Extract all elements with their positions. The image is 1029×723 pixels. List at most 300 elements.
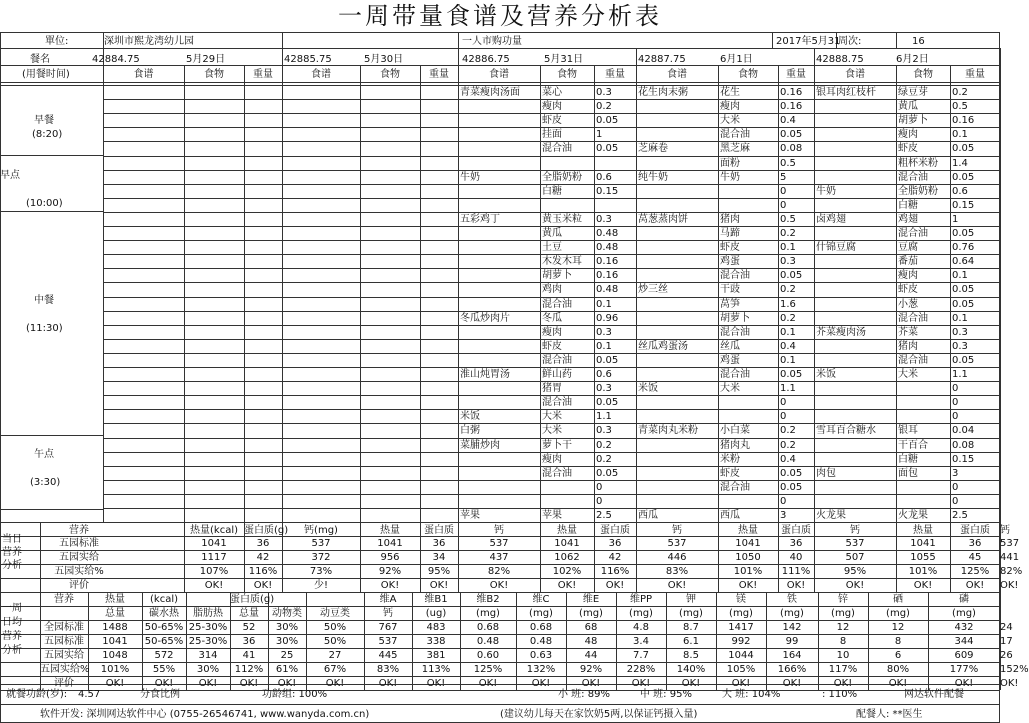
menu-dish-cell: 牛奶 xyxy=(460,172,480,183)
weekly-value: 4.8 xyxy=(633,622,649,633)
analysis-value: 111% xyxy=(781,566,811,577)
week-label: 周次: xyxy=(838,36,862,47)
weekly-value: 125% xyxy=(473,664,503,675)
grid-v-line xyxy=(896,65,897,522)
analysis-value: 1117 xyxy=(201,552,227,563)
column-header-dish: 食谱 xyxy=(489,69,509,80)
menu-dish-cell: 五彩鸡丁 xyxy=(460,214,500,225)
weekly-value: OK! xyxy=(888,678,908,689)
column-header-qty: 重量 xyxy=(605,69,625,80)
column-header-dish: 食谱 xyxy=(133,69,154,80)
menu-food-cell: 混合油 xyxy=(720,270,750,281)
menu-qty-cell: 1.1 xyxy=(952,369,968,380)
weekly-side-2: 日均 xyxy=(2,617,22,628)
menu-food-cell: 白糖 xyxy=(542,186,562,197)
weekly-subheader: (mg) xyxy=(629,608,653,619)
grid-h-line xyxy=(0,32,1000,33)
grid-v-line xyxy=(540,65,541,522)
weekly-value: 132% xyxy=(526,664,556,675)
analysis-value: 1041 xyxy=(735,538,761,549)
column-header-food: 食物 xyxy=(557,69,577,80)
weekly-header: 维B2 xyxy=(476,594,500,605)
footer-brand: 网达软件配餐 xyxy=(904,689,964,700)
analysis-value: 42 xyxy=(608,552,622,563)
weekly-value: 99 xyxy=(785,636,799,647)
grid-v-line xyxy=(950,65,951,522)
weekly-value: 338 xyxy=(426,636,446,647)
footer-ratio-label: 分食比例 xyxy=(140,689,180,700)
meal-breakfast-time: (8:20) xyxy=(32,129,63,140)
analysis-header: 热量 xyxy=(913,525,933,536)
menu-food-cell: 牛奶 xyxy=(720,172,740,183)
menu-food-cell: 胡萝卜 xyxy=(720,313,750,324)
meal-lunch-time: (11:30) xyxy=(26,323,63,334)
daily-side-2: 营养 xyxy=(2,547,22,558)
grid-v-line xyxy=(360,65,361,522)
menu-food-cell: 米粉 xyxy=(720,454,740,465)
menu-qty-cell: 0.16 xyxy=(780,101,803,112)
menu-food-cell: 银耳 xyxy=(898,425,918,436)
grid-v-line xyxy=(636,65,637,522)
grid-v-line xyxy=(718,65,719,522)
weekly-value: 25 xyxy=(280,650,294,661)
menu-qty-cell: 0.05 xyxy=(596,143,619,154)
menu-qty-cell: 0.15 xyxy=(952,454,975,465)
menu-food-cell: 混合油 xyxy=(542,143,572,154)
menu-dish-cell: 淮山炖胃汤 xyxy=(460,369,510,380)
weekly-row-label: 五园实给 xyxy=(44,650,84,661)
menu-qty-cell: 0.4 xyxy=(780,341,796,352)
menu-qty-cell: 0.4 xyxy=(780,454,796,465)
weekly-value: 1488 xyxy=(102,622,128,633)
weekly-value: 27 xyxy=(328,650,342,661)
analysis-value: 82% xyxy=(487,566,511,577)
footer-middle-class: 中 班: 95% xyxy=(640,689,692,700)
menu-dish-cell: 青菜瘦肉汤面 xyxy=(460,87,520,98)
menu-food-cell: 瘦肉 xyxy=(542,327,562,338)
analysis-header: 营养 xyxy=(69,525,89,536)
weekly-header: 营养 xyxy=(54,594,74,605)
weekly-subheader: 碳水热 xyxy=(149,608,179,619)
menu-dish-cell: 青菜肉丸米粉 xyxy=(638,425,698,436)
weekly-value: OK! xyxy=(277,678,297,689)
menu-qty-cell: 0.5 xyxy=(780,214,796,225)
analysis-value: OK! xyxy=(965,580,985,591)
menu-qty-cell: 0.2 xyxy=(780,228,796,239)
analysis-header: 钙 xyxy=(672,525,682,536)
menu-dish-cell: 菜脯炒肉 xyxy=(460,440,500,451)
analysis-value: 537 xyxy=(1000,538,1020,549)
day-3-serial: 42886.75 xyxy=(462,54,510,65)
menu-food-cell: 混合油 xyxy=(720,129,750,140)
menu-food-cell: 混合油 xyxy=(720,482,750,493)
meal-afternoon-snack: 午点 xyxy=(34,449,54,460)
menu-qty-cell: 0.16 xyxy=(780,87,803,98)
menu-dish-cell: 炒三丝 xyxy=(638,284,668,295)
menu-qty-cell: 0.05 xyxy=(596,355,619,366)
menu-food-cell: 黄瓜 xyxy=(542,228,562,239)
grid-v-line xyxy=(184,65,185,522)
menu-dish-cell: 白粥 xyxy=(460,425,480,436)
weekly-value: 344 xyxy=(954,636,974,647)
weekly-value: 30% xyxy=(196,664,220,675)
weekly-value: OK! xyxy=(731,678,751,689)
weekly-value: 7.7 xyxy=(633,650,649,661)
weekly-header: 维C xyxy=(532,594,550,605)
grid-v-line xyxy=(814,48,815,65)
analysis-value: 36 xyxy=(968,538,982,549)
analysis-value: 1050 xyxy=(735,552,761,563)
footer-small-class: 小 班: 89% xyxy=(558,689,610,700)
grid-v-line xyxy=(1000,48,1001,65)
meal-breakfast: 早餐 xyxy=(34,115,54,126)
weekly-value: 164 xyxy=(782,650,802,661)
weekly-header: 维E xyxy=(582,594,600,605)
analysis-value: OK! xyxy=(380,580,400,591)
menu-food-cell: 苹果 xyxy=(542,510,562,521)
grid-h-line xyxy=(103,494,1000,495)
weekly-value: 6 xyxy=(894,650,902,661)
menu-food-cell: 全脂奶粉 xyxy=(542,172,582,183)
footer-age-value: 4.57 xyxy=(78,689,101,700)
menu-qty-cell: 0.05 xyxy=(780,129,803,140)
menu-food-cell: 小葱 xyxy=(898,299,918,310)
analysis-value: 36 xyxy=(256,538,270,549)
daily-side-1: 当日 xyxy=(2,534,22,545)
weekly-value: 8 xyxy=(839,636,847,647)
weekly-value: 0.68 xyxy=(529,622,553,633)
menu-food-cell: 大米 xyxy=(898,369,918,380)
weekly-value: 36 xyxy=(242,636,256,647)
menu-food-cell: 混合油 xyxy=(720,327,750,338)
menu-qty-cell: 0.05 xyxy=(952,228,975,239)
menu-qty-cell: 0.6 xyxy=(596,172,612,183)
weekly-header: (kcal) xyxy=(150,594,178,605)
grid-v-line xyxy=(282,48,283,65)
grid-v-line xyxy=(594,65,595,522)
menu-dish-cell: 肉包 xyxy=(816,468,836,479)
menu-qty-cell: 0.1 xyxy=(780,242,796,253)
meal-time-header: (用餐时间) xyxy=(22,69,70,80)
menu-food-cell: 菜心 xyxy=(542,87,562,98)
grid-h-line xyxy=(103,480,1000,481)
grid-v-line xyxy=(778,65,779,522)
analysis-header: 热量 xyxy=(557,525,577,536)
menu-food-cell: 胡萝卜 xyxy=(898,115,928,126)
analysis-value: 1041 xyxy=(910,538,936,549)
weekly-side-4: 分析 xyxy=(2,645,22,656)
analysis-value: 537 xyxy=(489,538,509,549)
menu-food-cell: 混合油 xyxy=(898,228,928,239)
menu-qty-cell: 0.15 xyxy=(596,186,619,197)
day-2-serial: 42885.75 xyxy=(284,54,332,65)
menu-qty-cell: 0.2 xyxy=(780,284,796,295)
analysis-header: 蛋白质(g) xyxy=(244,525,289,536)
analysis-value: 1041 xyxy=(377,538,403,549)
grid-v-line xyxy=(420,65,421,522)
menu-qty-cell: 0.05 xyxy=(952,143,975,154)
menu-qty-cell: 0.4 xyxy=(780,115,796,126)
grid-v-line xyxy=(896,32,897,48)
grid-v-line xyxy=(0,684,1,722)
menu-food-cell: 混合油 xyxy=(542,397,572,408)
analysis-value: OK! xyxy=(489,580,509,591)
meal-morning-snack: 早点 xyxy=(0,170,20,181)
weekly-value: 30% xyxy=(275,622,299,633)
analysis-header: 热量 xyxy=(380,525,400,536)
menu-dish-cell: 雪耳百合糖水 xyxy=(816,425,876,436)
menu-food-cell: 粗杯米粉 xyxy=(898,158,938,169)
weekly-value: 50% xyxy=(323,622,347,633)
weekly-value: 6.1 xyxy=(683,636,699,647)
menu-food-cell: 马蹄 xyxy=(720,228,740,239)
menu-qty-cell: 0.1 xyxy=(596,341,612,352)
menu-qty-cell: 0.76 xyxy=(952,242,975,253)
weekly-value: 177% xyxy=(949,664,979,675)
weekly-value: OK! xyxy=(1000,678,1019,689)
unit-value: 深圳市熙龙湾幼儿园 xyxy=(104,36,194,47)
weekly-subheader: (mg) xyxy=(952,608,976,619)
analysis-value: OK! xyxy=(1000,580,1019,591)
column-header-food: 食物 xyxy=(380,69,400,80)
menu-food-cell: 花生 xyxy=(720,87,740,98)
menu-food-cell: 莴笋 xyxy=(720,299,740,310)
analysis-value: OK! xyxy=(667,580,687,591)
menu-qty-cell: 0.16 xyxy=(596,270,619,281)
menu-food-cell: 大米 xyxy=(720,115,740,126)
page-title: 一周带量食谱及营养分析表 xyxy=(338,2,662,30)
menu-qty-cell: 0 xyxy=(596,496,603,507)
analysis-value: 537 xyxy=(311,538,331,549)
day-4-serial: 42887.75 xyxy=(638,54,686,65)
footer-developer: 软件开发: 深圳网达软件中心 (0755-26546741, www.wanyda.com.cn) xyxy=(40,709,370,720)
weekly-value: 50-65% xyxy=(144,622,184,633)
weekly-header: 维A xyxy=(379,594,397,605)
menu-qty-cell: 0.2 xyxy=(780,313,796,324)
weekly-value: 68 xyxy=(584,622,598,633)
weekly-value: OK! xyxy=(198,678,218,689)
menu-food-cell: 猪肉 xyxy=(898,341,918,352)
weekly-header: 维B1 xyxy=(424,594,448,605)
weekly-subheader: (mg) xyxy=(780,608,804,619)
analysis-value: 507 xyxy=(845,552,865,563)
menu-food-cell: 混合油 xyxy=(542,355,572,366)
day-5-serial: 42888.75 xyxy=(816,54,864,65)
menu-food-cell: 黄玉米粒 xyxy=(542,214,582,225)
menu-qty-cell: 0.2 xyxy=(952,87,968,98)
analysis-value: 101% xyxy=(908,566,938,577)
menu-food-cell: 猪胃 xyxy=(542,383,562,394)
analysis-row-label: 五园实给 xyxy=(59,552,99,563)
analysis-value: 441 xyxy=(1000,552,1020,563)
weekly-value: 1417 xyxy=(728,622,754,633)
analysis-value: 少! xyxy=(313,580,328,591)
day-2-date: 5月30日 xyxy=(364,54,404,65)
weekly-value: 92% xyxy=(579,664,603,675)
weekly-value: OK! xyxy=(681,678,701,689)
weekly-value: OK! xyxy=(378,678,398,689)
menu-qty-cell: 0.64 xyxy=(952,256,975,267)
footer-age-label: 就餐功龄(岁): xyxy=(6,689,68,700)
weekly-row-label: 五园标准 xyxy=(44,636,84,647)
menu-dish-cell: 米饭 xyxy=(816,369,836,380)
analysis-value: 1041 xyxy=(201,538,227,549)
weekly-value: 50% xyxy=(323,636,347,647)
weekly-subheader: (mg) xyxy=(886,608,910,619)
menu-food-cell: 混合油 xyxy=(898,355,928,366)
analysis-value: 107% xyxy=(199,566,229,577)
menu-food-cell: 绿豆芽 xyxy=(898,87,928,98)
menu-food-cell: 丝瓜 xyxy=(720,341,740,352)
analysis-value: OK! xyxy=(738,580,758,591)
weekly-value: 113% xyxy=(421,664,451,675)
menu-qty-cell: 0.08 xyxy=(780,143,803,154)
menu-food-cell: 白糖 xyxy=(898,454,918,465)
footer-signer: 配餐人: **医生 xyxy=(856,709,923,720)
menu-qty-cell: 0.3 xyxy=(780,256,796,267)
menu-qty-cell: 0 xyxy=(780,411,787,422)
menu-qty-cell: 0.3 xyxy=(596,87,612,98)
menu-food-cell: 干百合 xyxy=(898,440,928,451)
weekly-subheader: (mg) xyxy=(579,608,603,619)
menu-food-cell: 瘦肉 xyxy=(898,129,918,140)
grid-v-line xyxy=(636,48,637,65)
weekly-value: 55% xyxy=(152,664,176,675)
menu-qty-cell: 0 xyxy=(952,482,959,493)
analysis-value: 40 xyxy=(789,552,803,563)
weekly-value: 1044 xyxy=(728,650,754,661)
analysis-value: 116% xyxy=(248,566,278,577)
menu-food-cell: 大米 xyxy=(542,411,562,422)
weekly-value: 24 xyxy=(1000,622,1013,633)
weekly-header: 镁 xyxy=(736,594,746,605)
column-header-qty: 重量 xyxy=(253,69,273,80)
menu-qty-cell: 1 xyxy=(596,129,603,140)
menu-dish-cell: 什锦豆腐 xyxy=(816,242,856,253)
menu-qty-cell: 0.1 xyxy=(952,270,968,281)
menu-qty-cell: 1.1 xyxy=(596,411,612,422)
menu-food-cell: 鸡翅 xyxy=(898,214,918,225)
weekly-value: 166% xyxy=(777,664,807,675)
weekly-value: 445 xyxy=(378,650,398,661)
menu-dish-cell: 芥菜瘦肉汤 xyxy=(816,327,866,338)
weekly-value: 152% xyxy=(1000,664,1029,675)
menu-qty-cell: 0.1 xyxy=(780,327,796,338)
weekly-value: OK! xyxy=(581,678,601,689)
column-header-food: 食物 xyxy=(738,69,758,80)
weekly-value: OK! xyxy=(478,678,498,689)
menu-qty-cell: 1.4 xyxy=(952,158,968,169)
weekly-value: 117% xyxy=(828,664,858,675)
weekly-subheader: (mg) xyxy=(679,608,703,619)
grid-v-line xyxy=(814,65,815,522)
menu-food-cell: 瘦肉 xyxy=(542,454,562,465)
menu-qty-cell: 0.05 xyxy=(952,284,975,295)
analysis-value: OK! xyxy=(429,580,449,591)
menu-qty-cell: 0.3 xyxy=(952,327,968,338)
grid-v-line xyxy=(772,32,773,48)
analysis-value: OK! xyxy=(845,580,865,591)
grid-v-line xyxy=(1000,65,1001,522)
weekly-subheader: (mg) xyxy=(831,608,855,619)
menu-qty-cell: 0.96 xyxy=(596,313,619,324)
date-value: 2017年5月31 xyxy=(776,36,841,47)
menu-qty-cell: 0.1 xyxy=(780,355,796,366)
analysis-value: 34 xyxy=(432,552,446,563)
menu-food-cell: 面包 xyxy=(898,468,918,479)
column-header-qty: 重量 xyxy=(429,69,449,80)
analysis-value: OK! xyxy=(204,580,224,591)
menu-food-cell: 胡萝卜 xyxy=(542,270,572,281)
weekly-value: 0.48 xyxy=(476,636,500,647)
analysis-header: 蛋白质 xyxy=(424,525,454,536)
weekly-value: OK! xyxy=(531,678,551,689)
menu-food-cell: 混合油 xyxy=(898,172,928,183)
weekly-value: 0.63 xyxy=(529,650,553,661)
weekly-value: OK! xyxy=(833,678,853,689)
menu-qty-cell: 0.16 xyxy=(596,256,619,267)
menu-qty-cell: 0.15 xyxy=(952,200,975,211)
weekly-subheader: (mg) xyxy=(529,608,553,619)
weekly-header: 钾 xyxy=(686,594,696,605)
weekly-side-1: 一周 xyxy=(2,603,22,614)
menu-qty-cell: 0.05 xyxy=(596,115,619,126)
weekly-value: OK! xyxy=(954,678,974,689)
column-header-qty: 重量 xyxy=(786,69,806,80)
weekly-value: 44 xyxy=(584,650,598,661)
weekly-value: 67% xyxy=(323,664,347,675)
weekly-value: 83% xyxy=(376,664,400,675)
analysis-value: 82% xyxy=(1000,566,1023,577)
menu-food-cell: 西瓜 xyxy=(720,510,740,521)
analysis-value: 537 xyxy=(667,538,687,549)
analysis-value: 42 xyxy=(256,552,270,563)
weekly-value: OK! xyxy=(426,678,446,689)
column-header-qty: 重量 xyxy=(965,69,985,80)
menu-qty-cell: 2.5 xyxy=(596,510,612,521)
weekly-value: 25-30% xyxy=(188,636,228,647)
analysis-value: 125% xyxy=(960,566,990,577)
menu-food-cell: 瘦肉 xyxy=(542,101,562,112)
menu-qty-cell: 2.5 xyxy=(952,510,968,521)
menu-food-cell: 鸡蛋 xyxy=(720,355,740,366)
weekly-subheader: 总量 xyxy=(239,608,259,619)
menu-qty-cell: 1.1 xyxy=(780,383,796,394)
menu-dish-cell: 冬瓜炒肉片 xyxy=(460,313,510,324)
menu-dish-cell: 西瓜 xyxy=(638,510,658,521)
menu-dish-cell: 花生肉末粥 xyxy=(638,87,688,98)
meal-afternoon-snack-time: (3:30) xyxy=(30,477,61,488)
analysis-value: 73% xyxy=(309,566,333,577)
weekly-value: 1048 xyxy=(102,650,128,661)
menu-qty-cell: 0 xyxy=(596,482,603,493)
weekly-value: 483 xyxy=(426,622,446,633)
grid-v-line xyxy=(0,522,1,592)
menu-food-cell: 白糖 xyxy=(898,200,918,211)
menu-qty-cell: 0.2 xyxy=(596,454,612,465)
menu-qty-cell: 0.04 xyxy=(952,425,975,436)
menu-qty-cell: 0 xyxy=(780,496,787,507)
menu-food-cell: 混合油 xyxy=(542,299,572,310)
menu-dish-cell: 银耳肉红枝杆 xyxy=(816,87,876,98)
grid-h-line xyxy=(0,82,1000,83)
weekly-header: 锌 xyxy=(838,594,848,605)
analysis-value: 101% xyxy=(733,566,763,577)
weekly-value: 609 xyxy=(954,650,974,661)
weekly-value: 8 xyxy=(894,636,902,647)
analysis-value: OK! xyxy=(557,580,577,591)
weekly-value: 1041 xyxy=(102,636,128,647)
